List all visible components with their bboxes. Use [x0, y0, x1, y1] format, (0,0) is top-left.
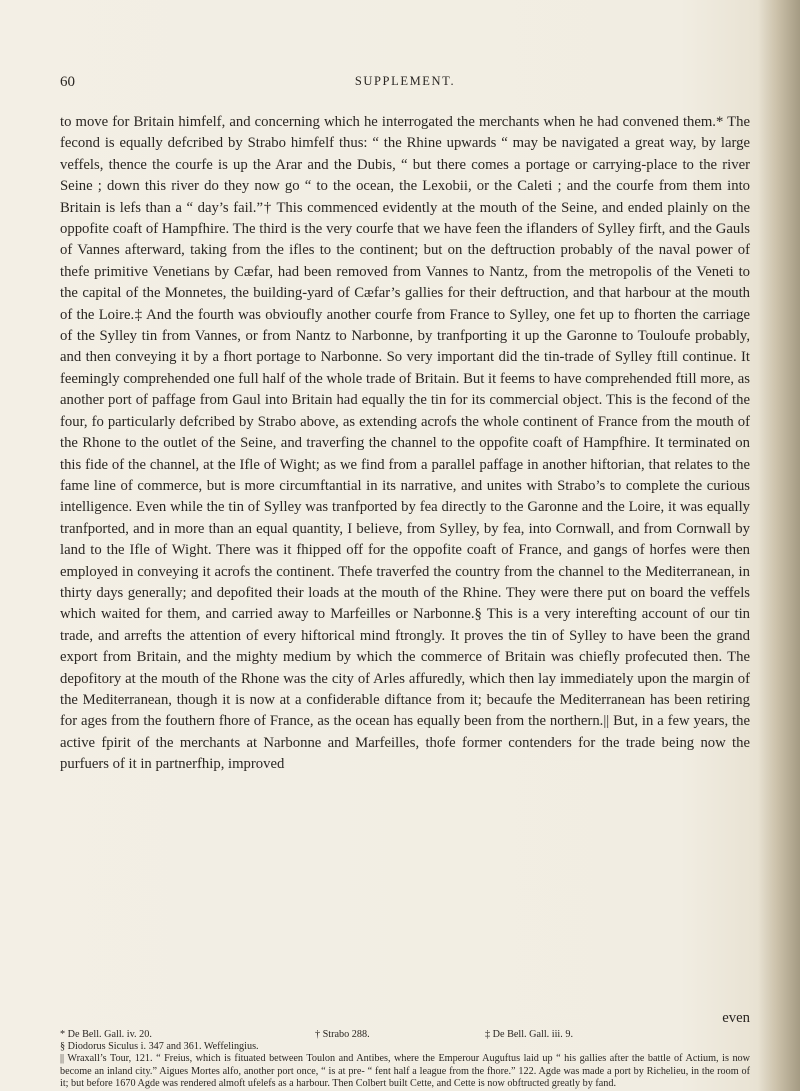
page-header — [60, 74, 750, 92]
footnotes — [60, 1029, 750, 1090]
footnote-row — [60, 1029, 750, 1041]
page-number: 60 — [60, 74, 75, 90]
running-head: SUPPLEMENT. — [354, 74, 456, 88]
footnote-4: § Diodorus Siculus i. 347 and 361. Weffelingius. — [60, 1041, 259, 1053]
body-paragraph: to move for Britain himfelf, and concerning which he interrogated the merchants when he had convened them.* The fecond is equally defcribed by Strabo himfelf thus: “ the Rhine upwards “ may be navigated a great way, by large veffels, thence the courfe is up the Arar and the Dubis, “ but there comes a portage or carrying-place to the river Seine ; down this river do they now go “ to the ocean, the Lexobii, or the Caleti ; and the courfe from them into Britain is lefs than a “ day’s fail.”† This commenced evidently at the mouth of the Seine, and ended plainly on the oppofite coaft of Hampfhire. The third is the very courfe that we have feen the iflanders of Sylley firft, and the Gauls of Vannes afterward, taking from the ifles to the continent; but on the deftruction probably of the naval power of thefe primitive Venetians by Cæfar, had been removed from Vannes to Nantz, from the metropolis of the Veneti to the capital of the Monnetes, the building-yard of Cæfar’s gallies for their deftruction, and that harbour at the mouth of the Loire.‡ And the fourth was obvioufly another courfe from France to Sylley, one fet up to fhorten the carriage of the Sylley tin from Vannes, or from Nantz to Narbonne, by tranfporting it up the Garonne to Touloufe probably, and then conveying it by a fhort portage to Narbonne. So very important did the tin-trade of Sylley ftill continue. It feemingly comprehended one full half of the whole trade of Britain. But it feems to have comprehended ftill more, as another port of paffage from Gaul into Britain had equally the tin for its commercial object. This is the fecond of the four, fo particularly defcribed by Strabo above, as extending acrofs the whole continent of France from the mouth of the Rhone to the outlet of the Seine, and traverfing the channel to the oppofite coaft of Hampfhire. It terminated on this fide of the channel, at the Ifle of Wight; as we find from a parallel paffage in another hiftorian, that relates to the fame line of commerce, but is more circumftantial in its narrative, and unites with Strabo’s to complete the curious intelligence. Even while the tin of Sylley was tranfported by fea directly to the Garonne and the Loire, it was equally tranfported, and in more than an equal quantity, I believe, from Sylley, by fea, into Cornwall, and from Cornwall by land to the Ifle of Wight. There was it fhipped off for the oppofite coaft of France, and gangs of horfes were then employed in conveying it acrofs the continent. Thefe traverfed the country from the channel to the Mediterranean, in thirty days generally; and depofited their loads at the mouth of the Rhine. They were there put on board the veffels which waited for them, and carried away to Marfeilles or Narbonne.§ This is a very interefting account of our tin trade, and arrefts the attention of every hiftorical mind ftrongly. It proves the tin of Sylley to have been the grand export from Britain, and the mighty medium by which the commerce of Britain was chiefly profecuted then. The depofitory at the mouth of the Rhone was the city of Arles affuredly, which then lay immediately upon the margin of the Mediterranean, though it is now at a confiderable diftance from it; becaufe the Mediterranean has been retiring for ages from the fouthern fhore of France, as the ocean has equally been from the northern.|| But, in a few years, the active fpirit of the merchants at Narbonne and Marfeilles, thofe former contenders for the trade being now the purfuers of it in partnerfhip, improved — [60, 114, 750, 773]
footnote-3: ‡ De Bell. Gall. iii. 9. — [485, 1029, 573, 1040]
catchword: even — [722, 1010, 750, 1026]
page-edge-shadow — [758, 0, 800, 1091]
footnote-2: † Strabo 288. — [315, 1029, 370, 1040]
footnote-5: || Wraxall’s Tour, 121. “ Freius, which is fituated between Toulon and Antibes, where the Emperour Auguftus laid up “ his gallies after the battle of Actium, is now become an inland city.” Aigues Mortes alfo, another port once, “ is at pre- “ fent half a league from the fhore.” 122. Agde was made a port by Richelieu, in the room of it; but before 1670 Agde was rendered almoft ufelefs as a harbour. Then Colbert built Cette, and Cette is now obftructed greatly by fand. — [60, 1053, 750, 1089]
footnote-1: * De Bell. Gall. iv. 20. — [60, 1029, 152, 1040]
